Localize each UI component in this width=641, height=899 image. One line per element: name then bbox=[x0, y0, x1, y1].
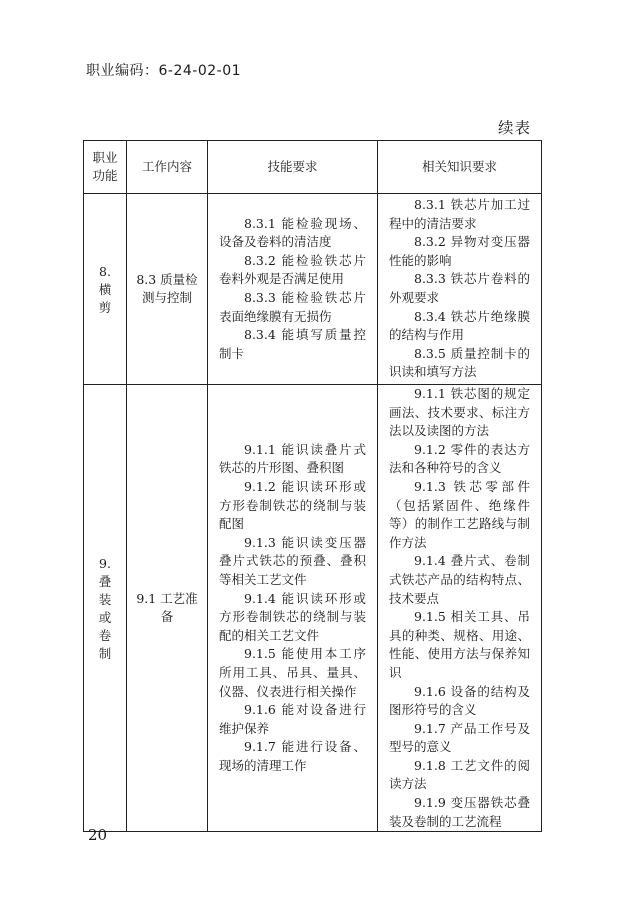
list-item: 9.1.7 能进行设备、现场的清理工作 bbox=[219, 739, 366, 773]
continued-label: 续表 bbox=[498, 119, 532, 137]
table-row bbox=[84, 385, 542, 832]
list-item: 9.1.9 变压器铁芯叠装及卷制的工艺流程 bbox=[389, 795, 530, 829]
table-row bbox=[84, 194, 542, 385]
knowledge-cell bbox=[378, 194, 542, 385]
function-name: 叠装或卷制 bbox=[98, 573, 112, 661]
function-number: 9. bbox=[99, 555, 111, 571]
list-item: 9.1.2 零件的表达方法和各种符号的含义 bbox=[389, 441, 530, 476]
list-item: 9.1.1 能识读叠片式铁芯的片形图、叠积图 bbox=[219, 441, 366, 476]
list-item: 9.1.7 产品工作号及型号的意义 bbox=[389, 720, 530, 755]
column-header-function: 职业功能 bbox=[84, 141, 127, 194]
page-number: 20 bbox=[88, 826, 108, 844]
list-item: 9.1.6 设备的结构及图形符号的含义 bbox=[389, 683, 530, 718]
list-item: 8.3.1 铁芯片加工过程中的清洁要求 bbox=[389, 197, 530, 231]
list-item: 9.1.6 能对设备进行维护保养 bbox=[219, 702, 366, 736]
skills-table bbox=[83, 140, 542, 832]
list-item: 8.3.1 能检验现场、设备及卷料的清洁度 bbox=[219, 215, 366, 250]
list-item: 9.1.2 能识读环形或方形卷制铁芯的绕制与装配图 bbox=[219, 478, 366, 532]
function-cell bbox=[84, 194, 127, 385]
list-item: 9.1.8 工艺文件的阅读方法 bbox=[389, 757, 530, 792]
list-item: 8.3.2 能检验铁芯片卷料外观是否满足使用 bbox=[219, 252, 366, 287]
occupation-code: 职业编码：6-24-02-01 bbox=[86, 63, 242, 79]
list-item: 9.1.4 能识读环形或方形卷制铁芯的绕制与装配的相关工艺文件 bbox=[219, 590, 366, 643]
list-item: 8.3.4 能填写质量控制卡 bbox=[219, 327, 366, 361]
skills-cell bbox=[208, 194, 378, 385]
skills-cell bbox=[208, 385, 378, 832]
list-item: 9.1.3 铁芯零部件（包括紧固件、绝缘件等）的制作工艺路线与制作方法 bbox=[389, 478, 530, 550]
list-item: 8.3.4 铁芯片绝缘膜的结构与作用 bbox=[389, 308, 530, 343]
list-item: 9.1.5 能使用本工序所用工具、吊具、量具、仪器、仪表进行相关操作 bbox=[219, 646, 366, 699]
list-item: 9.1.3 能识读变压器叠片式铁芯的预叠、叠积等相关工艺文件 bbox=[219, 534, 366, 587]
list-item: 9.1.4 叠片式、卷制式铁芯产品的结构特点、技术要点 bbox=[389, 553, 530, 606]
work-content-cell: 9.1 工艺准备 bbox=[127, 385, 208, 832]
list-item: 8.3.3 能检验铁芯片表面绝缘膜有无损伤 bbox=[219, 290, 366, 324]
knowledge-cell bbox=[378, 385, 542, 832]
function-name: 横剪 bbox=[98, 281, 112, 315]
list-item: 9.1.1 铁芯图的规定画法、技术要求、标注方法以及读图的方法 bbox=[389, 386, 530, 439]
list-item: 8.3.5 质量控制卡的识读和填写方法 bbox=[389, 345, 530, 380]
column-header-content: 工作内容 bbox=[127, 141, 208, 194]
list-item: 8.3.2 异物对变压器性能的影响 bbox=[389, 234, 530, 268]
list-item: 8.3.3 铁芯片卷料的外观要求 bbox=[389, 271, 530, 305]
column-header-skills: 技能要求 bbox=[208, 141, 378, 194]
column-header-knowledge: 相关知识要求 bbox=[378, 141, 542, 194]
function-cell bbox=[84, 385, 127, 832]
list-item: 9.1.5 相关工具、吊具的种类、规格、用途、性能、使用方法与保养知识 bbox=[389, 609, 530, 680]
work-content-cell: 8.3 质量检测与控制 bbox=[127, 194, 208, 385]
table-header-row bbox=[84, 141, 542, 194]
function-number: 8. bbox=[99, 263, 111, 279]
